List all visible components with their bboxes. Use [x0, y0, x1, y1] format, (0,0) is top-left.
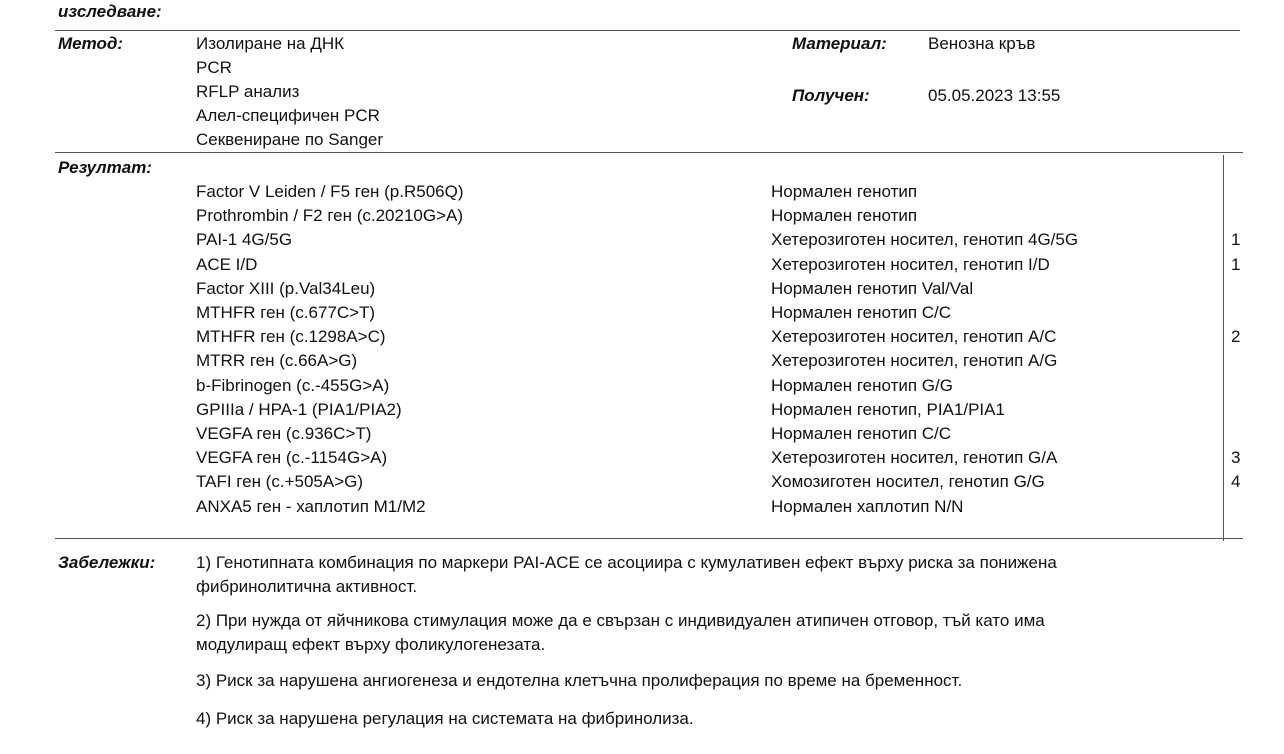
test-name: ANXA5 ген - хаплотип M1/M2 [196, 496, 426, 516]
test-result: Хетерозиготен носител, генотип G/A [771, 448, 1058, 468]
material-label: Материал: [792, 34, 887, 53]
note-line: 3) Риск за нарушена ангиогенеза и ендотелна клетъчна пролиферация по време на бременност. [196, 671, 963, 690]
method-item: Алел-специфичен PCR [196, 106, 380, 125]
note-ref: 1 [1231, 254, 1241, 274]
note-line: 2) При нужда от яйчникова стимулация може да е свързан с индивидуален атипичен отговор, тъй като има [196, 611, 1045, 630]
test-result: Нормален генотип C/C [771, 424, 952, 443]
note-line: модулиращ ефект върху фоликулогенезата. [196, 635, 546, 654]
test-name: GPIIIa / HPA-1 (PIA1/PIA2) [196, 399, 402, 419]
test-result: Нормален генотип C/C [771, 303, 952, 322]
test-result: Хомозиготен носител, генотип G/G [771, 472, 1045, 492]
method-item: RFLP анализ [196, 82, 300, 101]
note-ref: 1 [1231, 230, 1241, 250]
test-result: Нормален генотип, PIA1/PIA1 [771, 399, 1005, 419]
received-value: 05.05.2023 13:55 [928, 86, 1061, 105]
test-name: VEGFA ген (c.-1154G>A) [196, 448, 388, 468]
divider-notes [55, 538, 1243, 539]
note-ref: 2 [1231, 327, 1241, 347]
section-heading: изследване: [58, 2, 162, 21]
note-line: 1) Генотипната комбинация по маркери PAI-ACE се асоциира с кумулативен ефект върху риска за понижена [196, 553, 1057, 572]
note-ref: 4 [1231, 472, 1241, 492]
test-result: Хетерозиготен носител, генотип A/G [771, 351, 1058, 371]
notes-label: Забележки: [58, 553, 156, 572]
test-result: Нормален генотип [771, 182, 918, 201]
note-line: 4) Риск за нарушена регулация на системата на фибринолиза. [196, 709, 694, 728]
note-column-divider [1223, 155, 1224, 541]
test-result: Хетерозиготен носител, генотип 4G/5G [771, 230, 1079, 250]
received-label: Получен: [792, 86, 870, 105]
note-ref: 3 [1231, 448, 1241, 468]
test-name: MTRR ген (c.66A>G) [196, 351, 358, 371]
test-result: Хетерозиготен носител, генотип I/D [771, 254, 1050, 274]
method-item: PCR [196, 58, 232, 77]
test-name: Prothrombin / F2 ген (c.20210G>A) [196, 206, 464, 226]
test-result: Хетерозиготен носител, генотип A/C [771, 327, 1057, 347]
test-name: Factor V Leiden / F5 ген (p.R506Q) [196, 182, 464, 201]
note-line: фибринолитична активност. [196, 577, 418, 596]
divider-top [55, 30, 1240, 31]
test-name: MTHFR ген (c.1298A>C) [196, 327, 386, 347]
test-name: b-Fibrinogen (c.-455G>A) [196, 375, 390, 395]
test-name: PAI-1 4G/5G [196, 230, 293, 250]
test-name: TAFI ген (c.+505A>G) [196, 472, 364, 492]
method-item: Секвениране по Sanger [196, 130, 384, 149]
test-name: Factor XIII (p.Val34Leu) [196, 278, 376, 298]
test-result: Нормален хаплотип N/N [771, 496, 964, 516]
test-result: Нормален генотип [771, 206, 918, 226]
test-name: MTHFR ген (c.677C>T) [196, 303, 376, 322]
results-label: Резултат: [58, 158, 152, 177]
material-value: Венозна кръв [928, 34, 1036, 53]
test-name: VEGFA ген (c.936C>T) [196, 424, 372, 443]
method-label: Метод: [58, 34, 124, 53]
method-item: Изолиране на ДНК [196, 34, 345, 53]
test-result: Нормален генотип Val/Val [771, 278, 974, 298]
divider-results [55, 152, 1243, 153]
test-result: Нормален генотип G/G [771, 375, 953, 395]
test-name: ACE I/D [196, 254, 258, 274]
